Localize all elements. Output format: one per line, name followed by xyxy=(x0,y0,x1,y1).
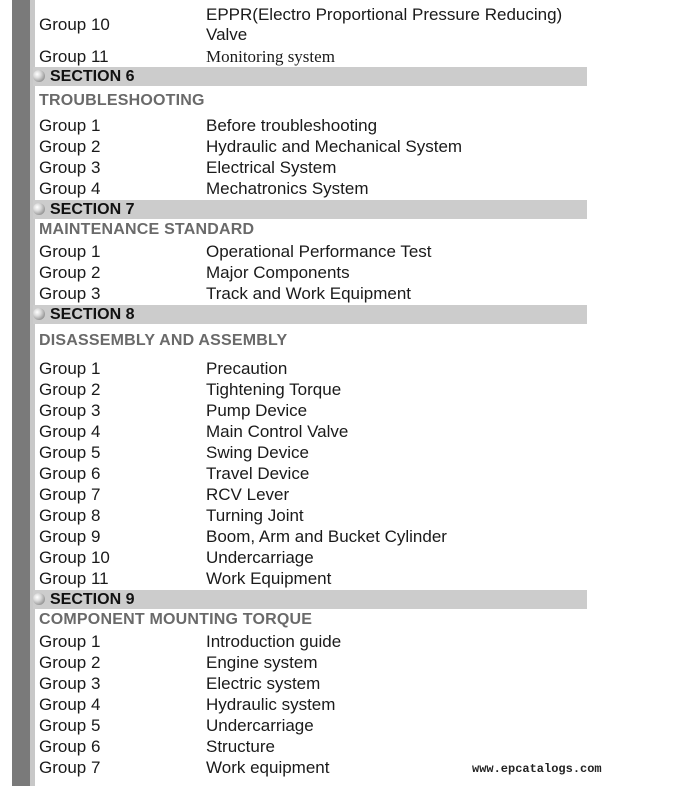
bullet-ball-icon xyxy=(33,593,45,605)
group-desc: Pump Device xyxy=(206,401,308,420)
section-heading: MAINTENANCE STANDARD xyxy=(39,221,255,238)
group-desc: RCV Lever xyxy=(206,485,290,504)
group-desc: Mechatronics System xyxy=(206,179,369,198)
group-label: Group 5 xyxy=(39,443,101,462)
group-label: Group 3 xyxy=(39,401,101,420)
group-label: Group 7 xyxy=(39,758,101,777)
group-label: Group 1 xyxy=(39,242,101,261)
group-label: Group 1 xyxy=(39,632,101,651)
watermark-text: www.epcatalogs.com xyxy=(472,762,602,776)
group-desc: Engine system xyxy=(206,653,318,672)
group-label: Group 7 xyxy=(39,485,101,504)
group-label: Group 6 xyxy=(39,464,101,483)
bullet-ball-icon xyxy=(33,203,45,215)
section-heading: DISASSEMBLY AND ASSEMBLY xyxy=(39,332,288,349)
group-desc: Structure xyxy=(206,737,275,756)
group-desc: Tightening Torque xyxy=(206,380,342,399)
section-label: SECTION 6 xyxy=(50,68,135,85)
section-label: SECTION 8 xyxy=(50,306,135,323)
group-desc: Work Equipment xyxy=(206,569,332,588)
left-border-inner xyxy=(30,0,35,786)
section-header xyxy=(33,67,587,86)
group-label: Group 2 xyxy=(39,137,101,156)
group-desc: Electrical System xyxy=(206,158,337,177)
group-desc: Undercarriage xyxy=(206,716,314,735)
group-label: Group 9 xyxy=(39,527,101,546)
bullet-ball-icon xyxy=(33,308,45,320)
group-label: Group 4 xyxy=(39,695,101,714)
group-desc: Operational Performance Test xyxy=(206,242,432,261)
group-label: Group 8 xyxy=(39,506,101,525)
section-header xyxy=(33,590,587,609)
group-desc: Swing Device xyxy=(206,443,309,462)
group-label: Group 2 xyxy=(39,263,101,282)
group-desc: Track and Work Equipment xyxy=(206,284,412,303)
group-desc: EPPR(Electro Proportional Pressure Reducing) xyxy=(206,5,563,24)
group-desc: Electric system xyxy=(206,674,321,693)
group-label: Group 5 xyxy=(39,716,101,735)
group-desc: Hydraulic system xyxy=(206,695,336,714)
group-label: Group 10 xyxy=(39,548,110,567)
group-desc: Turning Joint xyxy=(206,506,304,525)
section-heading: TROUBLESHOOTING xyxy=(39,92,205,109)
group-label: Group 4 xyxy=(39,179,101,198)
section-header xyxy=(33,200,587,219)
group-desc: Hydraulic and Mechanical System xyxy=(206,137,463,156)
section-header xyxy=(33,305,587,324)
group-desc: Major Components xyxy=(206,263,350,282)
group-desc: Boom, Arm and Bucket Cylinder xyxy=(206,527,447,546)
group-desc: Before troubleshooting xyxy=(206,116,378,135)
section-label: SECTION 7 xyxy=(50,201,135,218)
group-desc: Undercarriage xyxy=(206,548,314,567)
group-label: Group 2 xyxy=(39,653,101,672)
group-label: Group 3 xyxy=(39,158,101,177)
group-desc: Main Control Valve xyxy=(206,422,349,441)
group-label: Group 2 xyxy=(39,380,101,399)
group-label: Group 4 xyxy=(39,422,101,441)
group-label: Group 11 xyxy=(39,569,109,588)
group-desc: Monitoring system xyxy=(206,47,335,66)
group-desc: Precaution xyxy=(206,359,288,378)
group-desc: Travel Device xyxy=(206,464,310,483)
group-label: Group 3 xyxy=(39,284,101,303)
group-label: Group 3 xyxy=(39,674,101,693)
left-border-bar xyxy=(12,0,30,786)
section-heading: COMPONENT MOUNTING TORQUE xyxy=(39,611,313,628)
group-desc-continued: Valve xyxy=(206,25,248,44)
section-label: SECTION 9 xyxy=(50,591,135,608)
group-label: Group 11 xyxy=(39,47,109,66)
group-desc: Work equipment xyxy=(206,758,330,777)
group-desc: Introduction guide xyxy=(206,632,342,651)
bullet-ball-icon xyxy=(33,70,45,82)
group-label: Group 10 xyxy=(39,15,110,34)
group-label: Group 1 xyxy=(39,359,101,378)
group-label: Group 6 xyxy=(39,737,101,756)
group-label: Group 1 xyxy=(39,116,101,135)
